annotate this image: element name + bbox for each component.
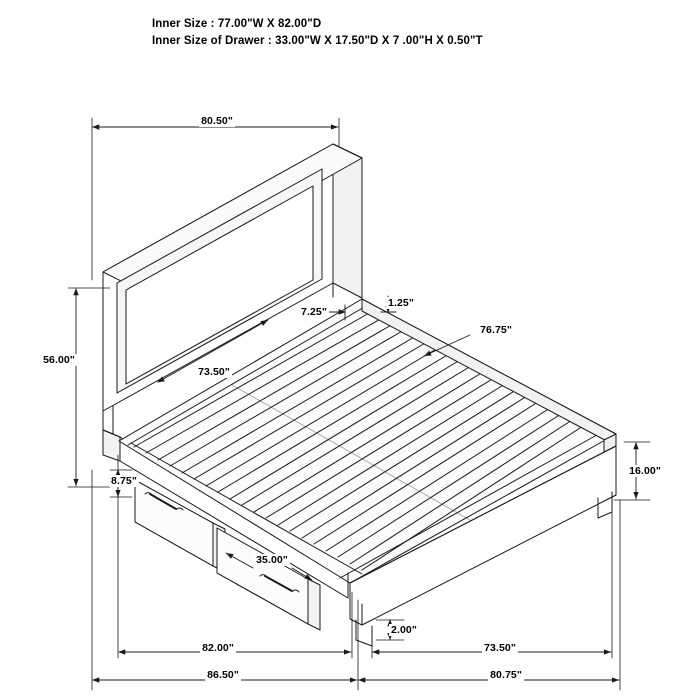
dim-overall-height: 56.00" [43,354,75,366]
dim-headboard-width: 80.50" [201,115,233,127]
dim-deck-height: 8.75" [111,475,137,487]
dim-headboard-inner-width: 73.50" [198,366,230,378]
inner-size-line: Inner Size : 77.00"W X 82.00"D [152,18,322,30]
dim-deck-length: 82.00" [202,642,234,654]
dim-rail-thickness: 1.25" [388,297,414,309]
dim-clearance-height: 2.00" [391,624,417,636]
dim-headboard-panel-offset: 7.25" [301,306,327,318]
dim-overall-length: 86.50" [207,669,239,681]
dim-footboard-height: 16.00" [629,465,661,477]
dim-slat-span: 76.75" [480,324,512,336]
dim-overall-width: 80.75" [490,669,522,681]
dim-footboard-width: 73.50" [484,642,516,654]
dim-drawer-width: 35.00" [256,554,288,566]
inner-size-drawer-line: Inner Size of Drawer : 33.00"W X 17.50"D X 7 .00"H X 0.50"T [152,35,483,47]
